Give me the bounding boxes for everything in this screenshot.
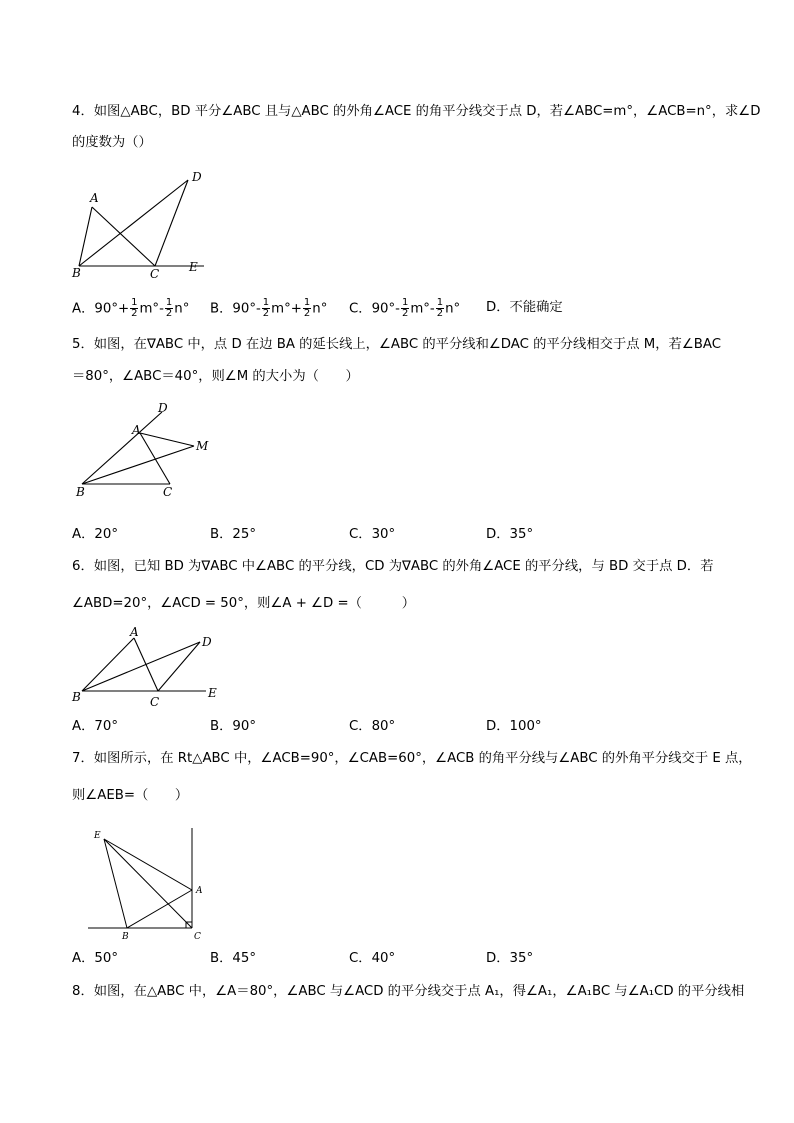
q5-label-c: C xyxy=(163,485,173,499)
q4-label-e: E xyxy=(189,260,198,274)
q6-figure xyxy=(70,622,230,712)
q6-stem-line1: 6．如图，已知 BD 为∇ABC 中∠ABC 的平分线，CD 为∇ABC 的外角∠ACE 的平分线，与 BD 交于点 D．若 xyxy=(72,559,714,574)
q7-stem-line2: 则∠AEB=（ ） xyxy=(72,788,189,803)
q7-option-a: A．50° xyxy=(72,951,118,966)
q4-option-b: B．90°- $\frac{1}{2}$ m°+ $\frac{1}{2}$ n° xyxy=(210,297,328,319)
q6-label-b: B xyxy=(72,690,81,704)
q4-label-a: A xyxy=(90,191,99,205)
q6-stem-line2: ∠ABD=20°，∠ACD = 50°，则∠A + ∠D =（ ） xyxy=(72,596,416,611)
q5-option-d: D．35° xyxy=(486,527,534,542)
q7-option-c: C．40° xyxy=(349,951,396,966)
q5-option-a: A．20° xyxy=(72,527,118,542)
q5-label-b: B xyxy=(76,485,85,499)
q4-option-a: A．90°+ $\frac{1}{2}$ m°- $\frac{1}{2}$ n° xyxy=(72,297,190,319)
q6-label-e: E xyxy=(208,686,217,700)
q4-label-d: D xyxy=(192,170,202,184)
q4-stem-line2: 的度数为（） xyxy=(72,135,152,150)
q5-figure xyxy=(70,400,220,500)
q4-stem-line1: 4．如图△ABC，BD 平分∠ABC 且与△ABC 的外角∠ACE 的角平分线交于点 D，若∠ABC=m°，∠ACB=n°，求∠D xyxy=(72,104,761,119)
q4-option-c: C．90°- $\frac{1}{2}$ m°- $\frac{1}{2}$ n° xyxy=(349,297,461,319)
q7-option-d: D．35° xyxy=(486,951,534,966)
q6-option-d: D．100° xyxy=(486,719,542,734)
q8-stem-line1: 8．如图，在△ABC 中，∠A＝80°，∠ABC 与∠ACD 的平分线交于点 A₁，得∠A₁，∠A₁BC 与∠A₁CD 的平分线相 xyxy=(72,984,745,999)
q5-stem-line1: 5．如图，在∇ABC 中，点 D 在边 BA 的延长线上，∠ABC 的平分线和∠DAC 的平分线相交于点 M，若∠BAC xyxy=(72,337,722,352)
q4-label-b: B xyxy=(72,266,81,280)
q6-option-a: A．70° xyxy=(72,719,118,734)
q4-option-d: D．不能确定 xyxy=(486,300,563,315)
q5-stem-line2: ＝80°，∠ABC＝40°，则∠M 的大小为（ ） xyxy=(72,369,359,384)
q7-figure xyxy=(82,824,222,944)
q7-option-b: B．45° xyxy=(210,951,256,966)
q5-option-c: C．30° xyxy=(349,527,396,542)
q6-label-c: C xyxy=(150,695,160,709)
q6-label-d: D xyxy=(202,635,212,649)
q4-label-c: C xyxy=(150,267,160,281)
q5-label-d: D xyxy=(158,401,168,415)
q6-option-c: C．80° xyxy=(349,719,396,734)
q5-label-m: M xyxy=(196,439,209,453)
q7-stem-line1: 7．如图所示，在 Rt△ABC 中，∠ACB=90°，∠CAB=60°，∠ACB 的角平分线与∠ABC 的外角平分线交于 E 点， xyxy=(72,751,752,766)
q5-option-b: B．25° xyxy=(210,527,256,542)
q5-label-a: A xyxy=(132,423,141,437)
q4-figure xyxy=(70,168,220,280)
q7-label-e: E xyxy=(94,831,101,841)
q7-label-b: B xyxy=(122,932,129,942)
q7-label-a: A xyxy=(196,886,203,896)
q6-option-b: B．90° xyxy=(210,719,256,734)
q6-label-a: A xyxy=(130,625,139,639)
q7-label-c: C xyxy=(194,932,201,942)
